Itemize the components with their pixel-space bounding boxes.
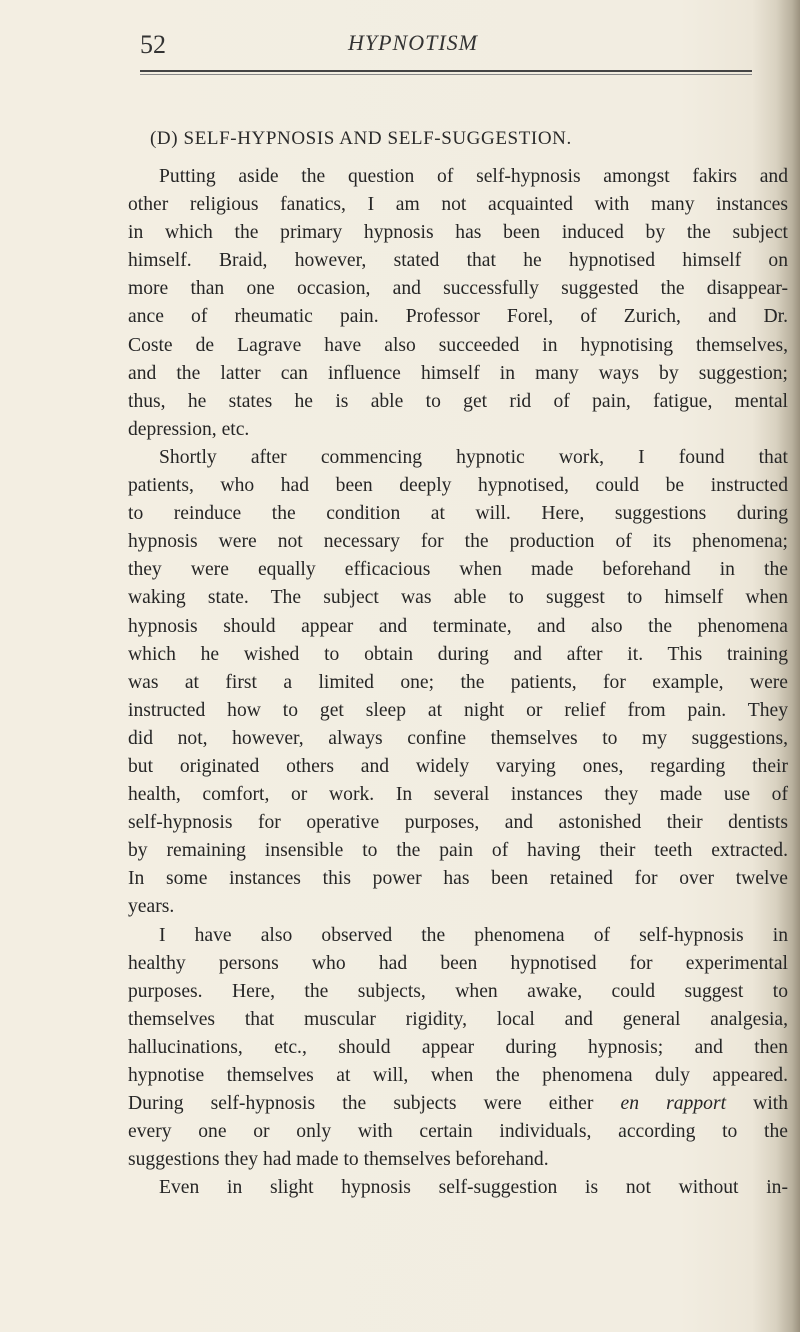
text-line: healthy persons who had been hypnotised for experimental [128,952,788,974]
text-segment: with [753,1093,789,1115]
header-rule-thin [140,74,752,75]
text-line: self-hypnosis for operative purposes, and astonished their dentists [128,812,788,834]
header-rule [140,70,752,72]
text-line: and the latter can influence himself in many ways by suggestion; [128,362,788,384]
text-line: depression, etc. [128,418,250,440]
text-line: Even in slight hypnosis self-suggestion is not without in- [159,1177,788,1199]
text-line: more than one occasion, and successfully suggested the disappear- [128,278,788,300]
text-line: In some instances this power has been retained for over twelve [128,868,788,890]
page-number: 52 [140,30,166,59]
text-line: but originated others and widely varying ones, regarding their [128,755,788,777]
text-line: I have also observed the phenomena of self-hypnosis in [159,924,788,946]
text-line: to reinduce the condition at will. Here, suggestions during [128,503,788,525]
text-line: they were equally efficacious when made beforehand in the [128,559,788,581]
text-line: Putting aside the question of self-hypnosis amongst fakirs and [159,166,788,187]
text-segment: During self-hypnosis the subjects were either [128,1093,594,1115]
text-line: hypnotise themselves at will, when the phenomena duly appeared. [128,1065,788,1086]
text-line: which he wished to obtain during and after it. This training [128,643,788,665]
text-line: hypnosis should appear and terminate, and also the phenomena [128,615,788,637]
text-line: Shortly after commencing hypnotic work, I found that [159,446,788,468]
section-title: (D) SELF-HYPNOSIS AND SELF-SUGGESTION. [150,128,572,149]
text-line: ance of rheumatic pain. Professor Forel, of Zurich, and Dr. [128,306,788,328]
text-line: hypnosis were not necessary for the production of its phenomena; [128,531,788,553]
text-line: was at first a limited one; the patients, for example, were [128,671,788,693]
text-line: instructed how to get sleep at night or relief from pain. They [128,699,788,721]
text-line: every one or only with certain individuals, according to the [128,1121,788,1143]
text-line [128,1090,788,1118]
page-header [140,30,730,70]
text-line: by remaining insensible to the pain of having their teeth extracted. [128,840,788,862]
text-line: Coste de Lagrave have also succeeded in hypnotising themselves, [128,334,788,356]
text-line: waking state. The subject was able to suggest to himself when [128,587,788,609]
text-line: suggestions they had made to themselves beforehand. [128,1149,549,1171]
italic-phrase: en rapport [620,1093,727,1115]
text-line: himself. Braid, however, stated that he hypnotised himself on [128,250,788,272]
text-line: years. [128,896,175,918]
text-line: hallucinations, etc., should appear during hypnosis; and then [128,1036,788,1058]
text-line: health, comfort, or work. In several instances they made use of [128,784,788,806]
text-line: thus, he states he is able to get rid of pain, fatigue, mental [128,390,788,412]
text-line: purposes. Here, the subjects, when awake, could suggest to [128,980,788,1002]
running-head: HYPNOTISM [348,30,479,55]
text-line: themselves that muscular rigidity, local and general analgesia, [128,1008,788,1030]
body-text [128,163,788,1202]
text-line: in which the primary hypnosis has been induced by the subject [128,222,788,244]
text-line: did not, however, always confine themselves to my suggestions, [128,727,788,749]
text-line: other religious fanatics, I am not acquainted with many instances [128,194,788,216]
text-line: patients, who had been deeply hypnotised, could be instructed [128,475,788,497]
